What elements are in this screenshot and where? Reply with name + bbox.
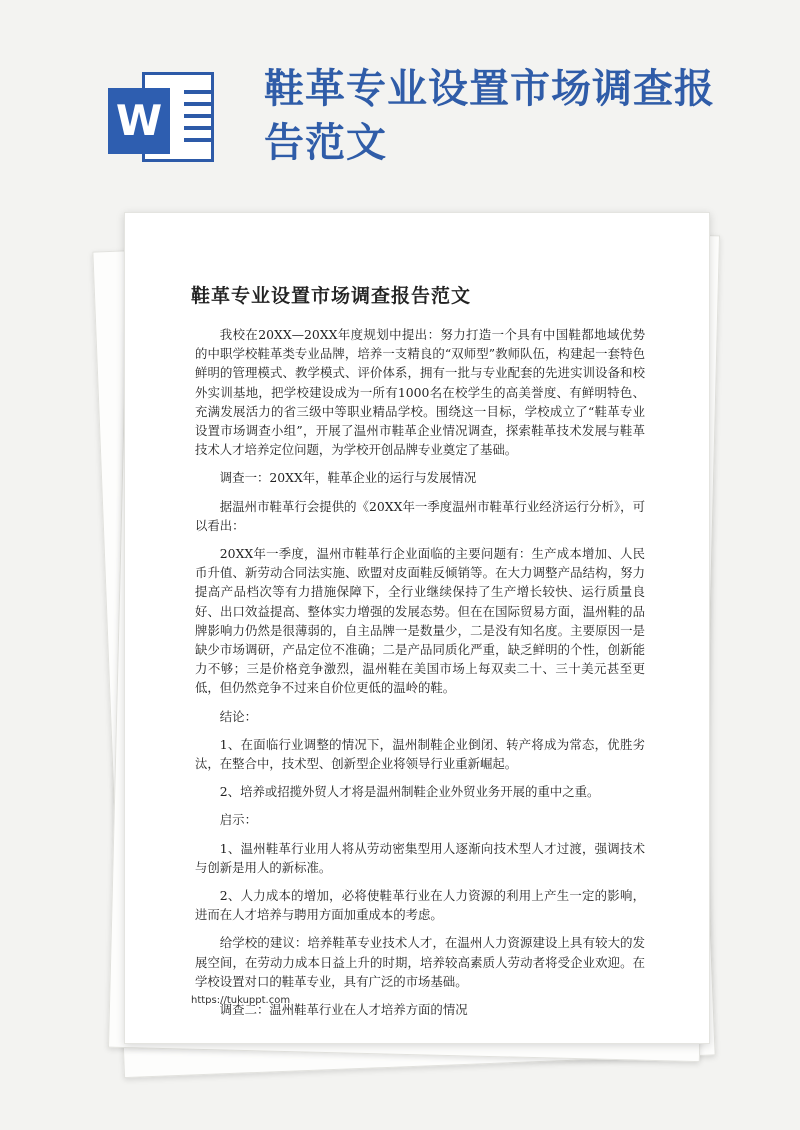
text-line-icon xyxy=(184,102,214,106)
paragraph: 调查一：20XX年，鞋革企业的运行与发展情况 xyxy=(219,470,477,486)
paragraph: 给学校的建议：培养鞋革专业技术人才，在温州人力资源建设上具有较大的发展空间，在劳动力成本日益上升的时期，培养较高素质人劳动者将受企业欢迎。在学校设置对口的鞋革专业，具有广泛的市场基础。 xyxy=(195,935,645,989)
page-title: 鞋革专业设置市场调查报告范文 xyxy=(264,66,715,166)
text-line-icon xyxy=(184,126,214,130)
document-body xyxy=(195,325,645,1028)
paragraph: 1、在面临行业调整的情况下，温州制鞋企业倒闭、转产将成为常态，优胜劣汰，在整合中，技术型、创新型企业将领导行业重新崛起。 xyxy=(195,736,645,772)
text-line-icon xyxy=(184,90,214,94)
paragraph: 1、温州鞋革行业用人将从劳动密集型用人逐渐向技术型人才过渡，强调技术与创新是用人的新标准。 xyxy=(195,840,645,875)
paragraph: 20XX年一季度，温州市鞋革行企业面临的主要问题有：生产成本增加、人民币升值、新劳动合同法实施、欧盟对皮面鞋反倾销等。在大力调整产品结构，努力提高产品档次等有力措施保障下，全行业继续保持了生产增长较快、运行质量良好、出口效益提高、整体实力增强的发展态势。但在在国际贸易方面，温州鞋的品牌影响力仍然是很薄弱的，自主品牌一是数量少，二是没有知名度。主要原因一是缺少市场调研，产品定位不准确；二是产品同质化严重，缺乏鲜明的个性，创新能力不够；三是价格竞争激烈，温州鞋在美国市场上每双卖二十、三十美元甚至更低，但仍然竞争不过来自价位更低的温岭的鞋。 xyxy=(195,546,645,696)
document-page xyxy=(124,212,710,1044)
paragraph: 2、培养或招揽外贸人才将是温州制鞋企业外贸业务开展的重中之重。 xyxy=(219,784,600,800)
paragraph: 我校在20XX—20XX年度规划中提出：努力打造一个具有中国鞋都地域优势的中职学校鞋革类专业品牌，培养一支精良的“双师型”教师队伍，构建起一套特色鲜明的管理模式、教学模式、评价体系，拥有一批与专业配套的先进实训设备和校外实训基地，把学校建设成为一所有1000名在校学生的高美誉度、有鲜明特色、充满发展活力的省三级中等职业精品学校。围绕这一目标，学校成立了“鞋革专业设置市场调查小组”，开展了温州市鞋革企业情况调查，探索鞋革技术发展与鞋革技术人才培养定位问题，为学校开创品牌专业奠定了基础。 xyxy=(195,327,645,458)
word-document-icon xyxy=(108,72,218,164)
paragraph: 据温州市鞋革行会提供的《20XX年一季度温州市鞋革行业经济运行分析》，可以看出： xyxy=(195,498,645,533)
word-letter-badge: W xyxy=(108,88,170,154)
paragraph: 调查二：温州鞋革行业在人才培养方面的情况 xyxy=(219,1002,468,1018)
page-header xyxy=(0,0,800,200)
text-line-icon xyxy=(184,138,214,142)
paragraph: 启示： xyxy=(219,812,257,828)
paragraph: 2、人力成本的增加，必将使鞋革行业在人力资源的利用上产生一定的影响，进而在人才培养与聘用方面加重成本的考虑。 xyxy=(195,888,645,923)
footer-url: https://tukuppt.com xyxy=(191,995,291,1006)
document-title: 鞋革专业设置市场调查报告范文 xyxy=(191,285,472,307)
text-line-icon xyxy=(184,114,214,118)
paragraph: 结论： xyxy=(219,708,257,724)
